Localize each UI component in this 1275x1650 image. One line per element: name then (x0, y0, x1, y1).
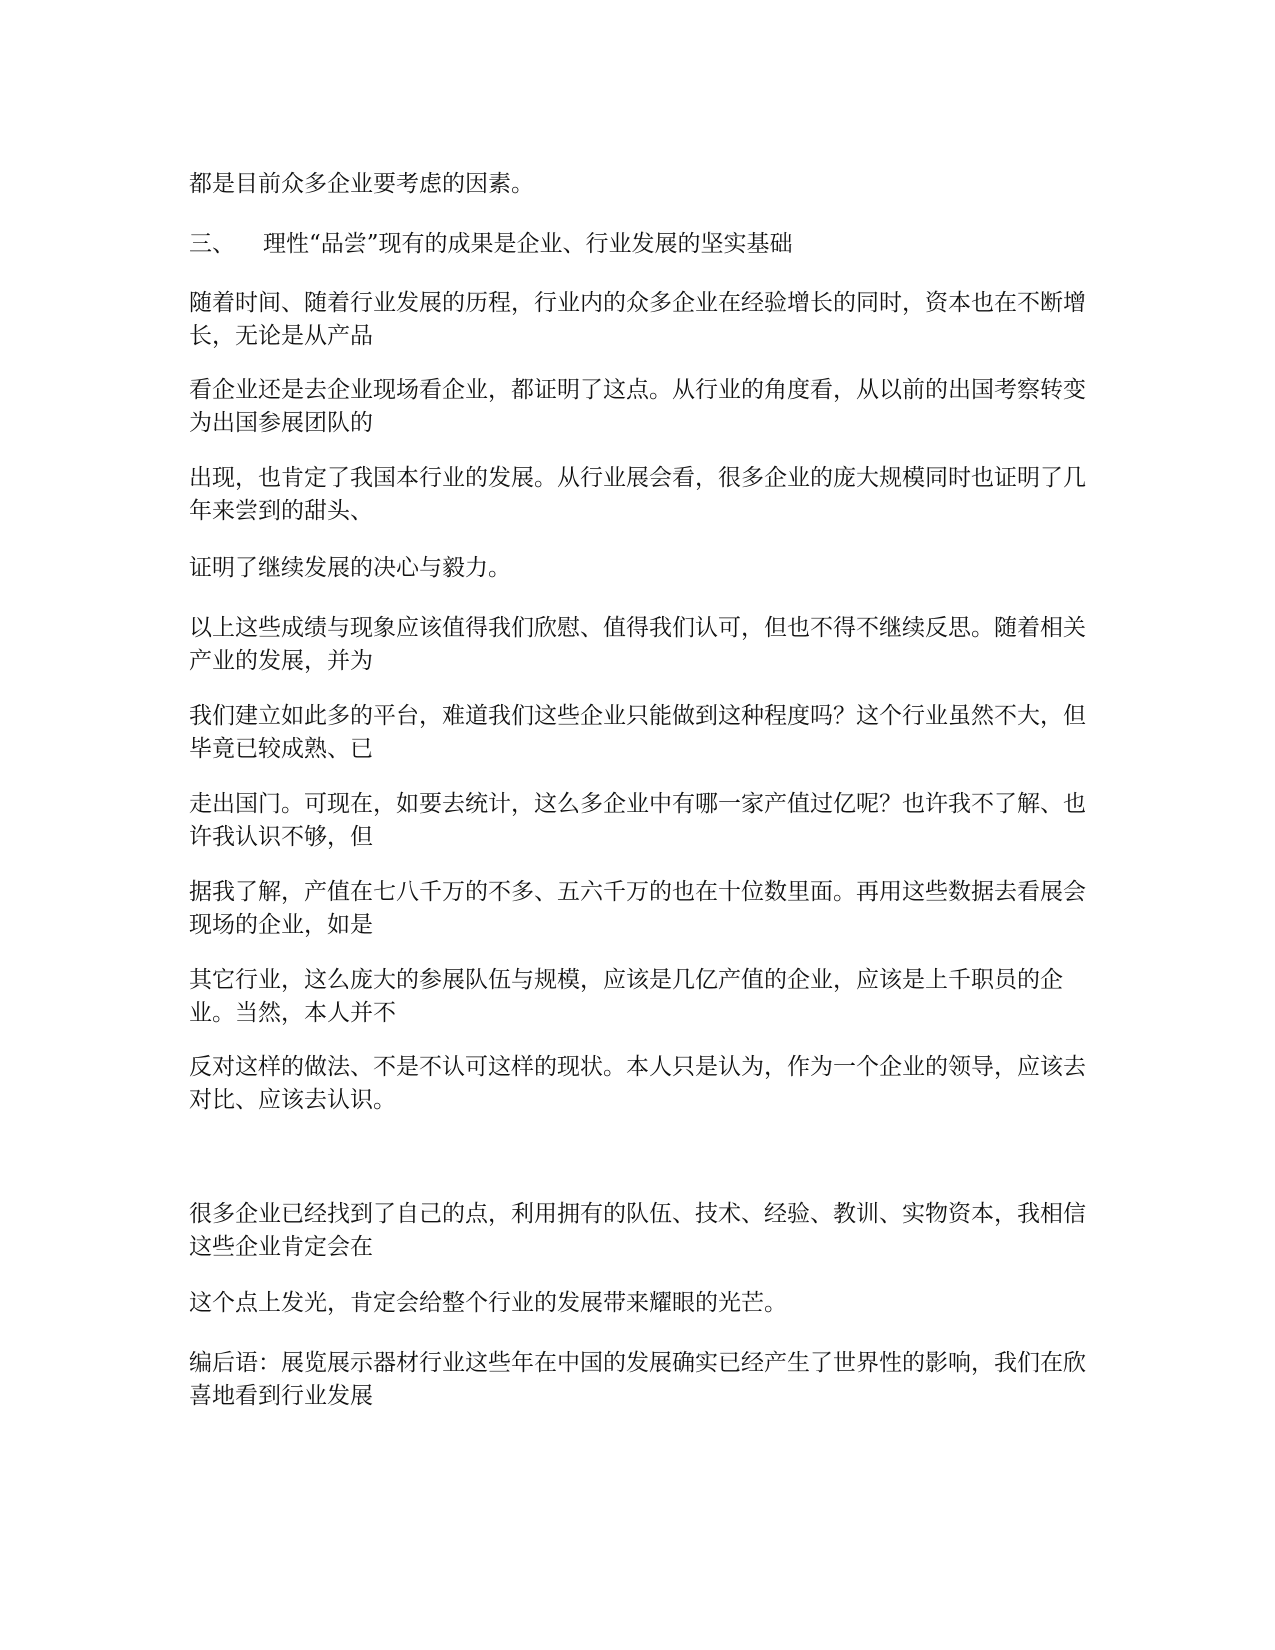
paragraph: 很多企业已经找到了自己的点，利用拥有的队伍、技术、经验、教训、实物资本，我相信这些企业肯定会在 (189, 1201, 1086, 1260)
paragraph: 出现，也肯定了我国本行业的发展。从行业展会看，很多企业的庞大规模同时也证明了几年来尝到的甜头、 (189, 465, 1086, 524)
paragraph: 都是目前众多企业要考虑的因素。 (189, 171, 534, 197)
paragraph: 这个点上发光，肯定会给整个行业的发展带来耀眼的光芒。 (189, 1290, 787, 1316)
section-number: 三、 (189, 231, 235, 257)
paragraph: 走出国门。可现在，如要去统计，这么多企业中有哪一家产值过亿呢？也许我不了解、也许我认识不够，但 (189, 791, 1086, 850)
paragraph: 我们建立如此多的平台，难道我们这些企业只能做到这种程度吗？这个行业虽然不大，但毕竟已较成熟、已 (189, 703, 1086, 762)
section-heading (189, 228, 1089, 261)
paragraph: 随着时间、随着行业发展的历程，行业内的众多企业在经验增长的同时，资本也在不断增长，无论是从产品 (189, 290, 1086, 349)
paragraph: 其它行业，这么庞大的参展队伍与规模，应该是几亿产值的企业，应该是上千职员的企业。当然，本人并不 (189, 967, 1063, 1026)
paragraph: 据我了解，产值在七八千万的不多、五六千万的也在十位数里面。再用这些数据去看展会现场的企业，如是 (189, 879, 1086, 938)
paragraph: 以上这些成绩与现象应该值得我们欣慰、值得我们认可，但也不得不继续反思。随着相关产业的发展，并为 (189, 615, 1086, 674)
paragraph: 编后语：展览展示器材行业这些年在中国的发展确实已经产生了世界性的影响，我们在欣喜地看到行业发展 (189, 1350, 1086, 1409)
paragraph: 证明了继续发展的决心与毅力。 (189, 555, 511, 581)
paragraph: 看企业还是去企业现场看企业，都证明了这点。从行业的角度看，从以前的出国考察转变为出国参展团队的 (189, 377, 1086, 436)
paragraph: 反对这样的做法、不是不认可这样的现状。本人只是认为，作为一个企业的领导，应该去对比、应该去认识。 (189, 1054, 1086, 1113)
section-title: 理性“品尝”现有的成果是企业、行业发展的坚实基础 (263, 231, 793, 257)
